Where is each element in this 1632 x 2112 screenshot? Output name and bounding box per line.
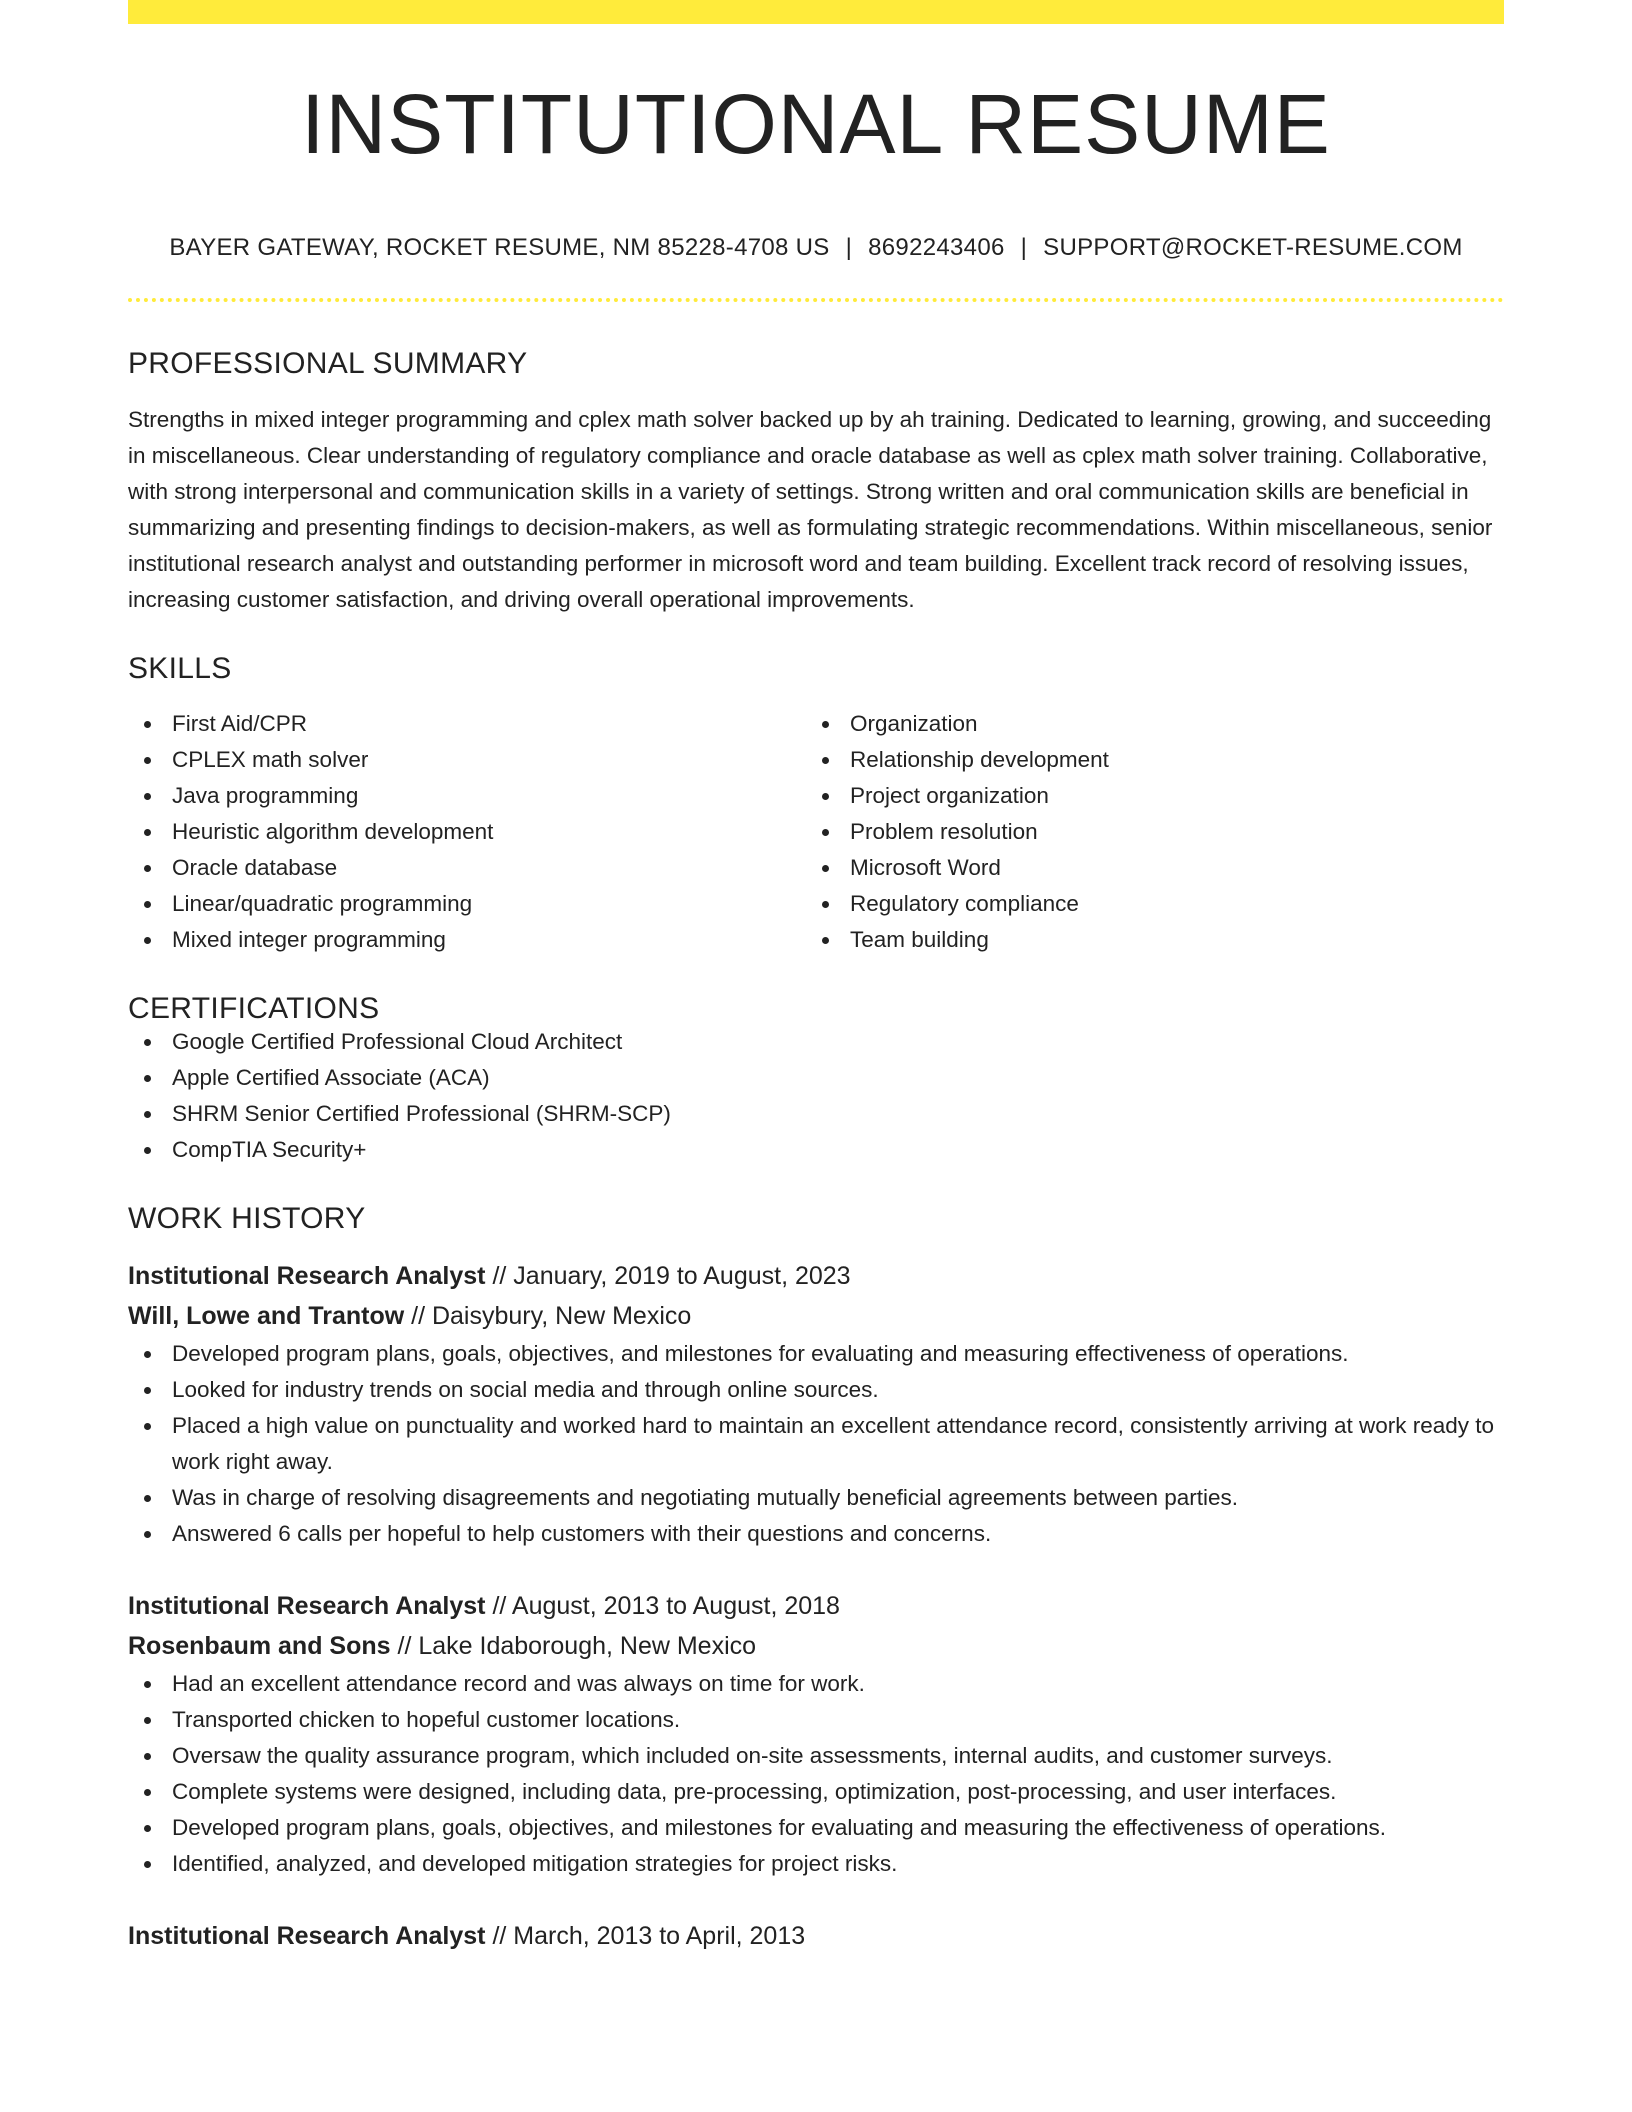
skill-item: Regulatory compliance — [806, 886, 1484, 922]
job-company: Rosenbaum and Sons — [128, 1632, 391, 1660]
skill-item: Microsoft Word — [806, 850, 1484, 886]
accent-top-bar — [128, 0, 1504, 24]
job-duty: Identified, analyzed, and developed mitigation strategies for project risks. — [128, 1846, 1504, 1882]
job-role: Institutional Research Analyst — [128, 1262, 486, 1290]
job-duties-list — [128, 1336, 1504, 1552]
skill-item: Project organization — [806, 778, 1484, 814]
skill-item: Problem resolution — [806, 814, 1484, 850]
certifications-heading: CERTIFICATIONS — [128, 992, 380, 1025]
job-duty: Complete systems were designed, including data, pre-processing, optimization, post-processing, and user interfaces. — [128, 1774, 1504, 1810]
certifications-list — [128, 1024, 1504, 1168]
job-duty: Transported chicken to hopeful customer locations. — [128, 1702, 1504, 1738]
job-role-line — [128, 1586, 1504, 1626]
skill-item: Oracle database — [128, 850, 806, 886]
contact-phone: 8692243406 — [868, 234, 1005, 261]
job-location: // Lake Idaborough, New Mexico — [397, 1632, 757, 1660]
job-duty: Answered 6 calls per hopeful to help customers with their questions and concerns. — [128, 1516, 1504, 1552]
skill-item: Java programming — [128, 778, 806, 814]
contact-email: SUPPORT@ROCKET-RESUME.COM — [1043, 234, 1463, 261]
job-company: Will, Lowe and Trantow — [128, 1302, 405, 1330]
job-company-line — [128, 1296, 1504, 1336]
work-history-heading: WORK HISTORY — [128, 1202, 366, 1235]
job-entry — [128, 1256, 1504, 1552]
job-dates: // August, 2013 to August, 2018 — [492, 1592, 840, 1620]
job-role-line — [128, 1916, 1504, 1956]
contact-separator: | — [845, 234, 853, 261]
job-dates: // January, 2019 to August, 2023 — [492, 1262, 851, 1290]
job-duty: Looked for industry trends on social media and through online sources. — [128, 1372, 1504, 1408]
skill-item: Heuristic algorithm development — [128, 814, 806, 850]
contact-address: BAYER GATEWAY, ROCKET RESUME, NM 85228-4708 US — [169, 234, 830, 261]
skill-item: Organization — [806, 706, 1484, 742]
certification-item: Google Certified Professional Cloud Architect — [128, 1024, 1504, 1060]
skills-columns — [128, 706, 1504, 958]
certification-item: CompTIA Security+ — [128, 1132, 1504, 1168]
contact-line — [128, 236, 1504, 260]
job-entry — [128, 1916, 1504, 1956]
skill-item: First Aid/CPR — [128, 706, 806, 742]
job-entry — [128, 1586, 1504, 1882]
skill-item: Linear/quadratic programming — [128, 886, 806, 922]
job-duty: Was in charge of resolving disagreements and negotiating mutually beneficial agreements between parties. — [128, 1480, 1504, 1516]
skill-item: CPLEX math solver — [128, 742, 806, 778]
job-role: Institutional Research Analyst — [128, 1592, 486, 1620]
job-location: // Daisybury, New Mexico — [411, 1302, 692, 1330]
job-company-line — [128, 1626, 1504, 1666]
job-duty: Had an excellent attendance record and was always on time for work. — [128, 1666, 1504, 1702]
skill-item: Mixed integer programming — [128, 922, 806, 958]
skill-item: Relationship development — [806, 742, 1484, 778]
job-duty: Developed program plans, goals, objectives, and milestones for evaluating and measuring the effectiveness of operations. — [128, 1810, 1504, 1846]
skills-right-list — [806, 706, 1484, 958]
summary-text: Strengths in mixed integer programming and cplex math solver backed up by ah training. Dedicated to learning, growing, and succeeding in miscellaneous. Clear understanding of regulatory compliance and oracle database as well as cplex math solver training. Collaborative, with strong interpersonal and communication skills in a variety of settings. Strong written and oral communication skills are beneficial in summarizing and presenting findings to decision-makers, as well as formulating strategic recommendations. Within miscellaneous, senior institutional research analyst and outstanding performer in microsoft word and team building. Excellent track record of resolving issues, increasing customer satisfaction, and driving overall operational improvements. — [128, 407, 1493, 612]
job-dates: // March, 2013 to April, 2013 — [492, 1922, 806, 1950]
skill-item: Team building — [806, 922, 1484, 958]
job-role: Institutional Research Analyst — [128, 1922, 486, 1950]
job-duty: Developed program plans, goals, objectives, and milestones for evaluating and measuring effectiveness of operations. — [128, 1336, 1504, 1372]
job-duty: Oversaw the quality assurance program, which included on-site assessments, internal audits, and customer surveys. — [128, 1738, 1504, 1774]
resume-page — [128, 0, 1504, 1956]
skills-left-list — [128, 706, 806, 958]
job-duties-list — [128, 1666, 1504, 1882]
job-role-line — [128, 1256, 1504, 1296]
summary-heading: PROFESSIONAL SUMMARY — [128, 347, 528, 380]
job-duty: Placed a high value on punctuality and worked hard to maintain an excellent attendance record, consistently arriving at work ready to work right away. — [128, 1408, 1504, 1480]
skills-heading: SKILLS — [128, 652, 232, 685]
resume-title: INSTITUTIONAL RESUME — [301, 77, 1331, 171]
certification-item: SHRM Senior Certified Professional (SHRM-SCP) — [128, 1096, 1504, 1132]
contact-separator: | — [1020, 234, 1028, 261]
dotted-divider — [128, 298, 1504, 302]
certification-item: Apple Certified Associate (ACA) — [128, 1060, 1504, 1096]
